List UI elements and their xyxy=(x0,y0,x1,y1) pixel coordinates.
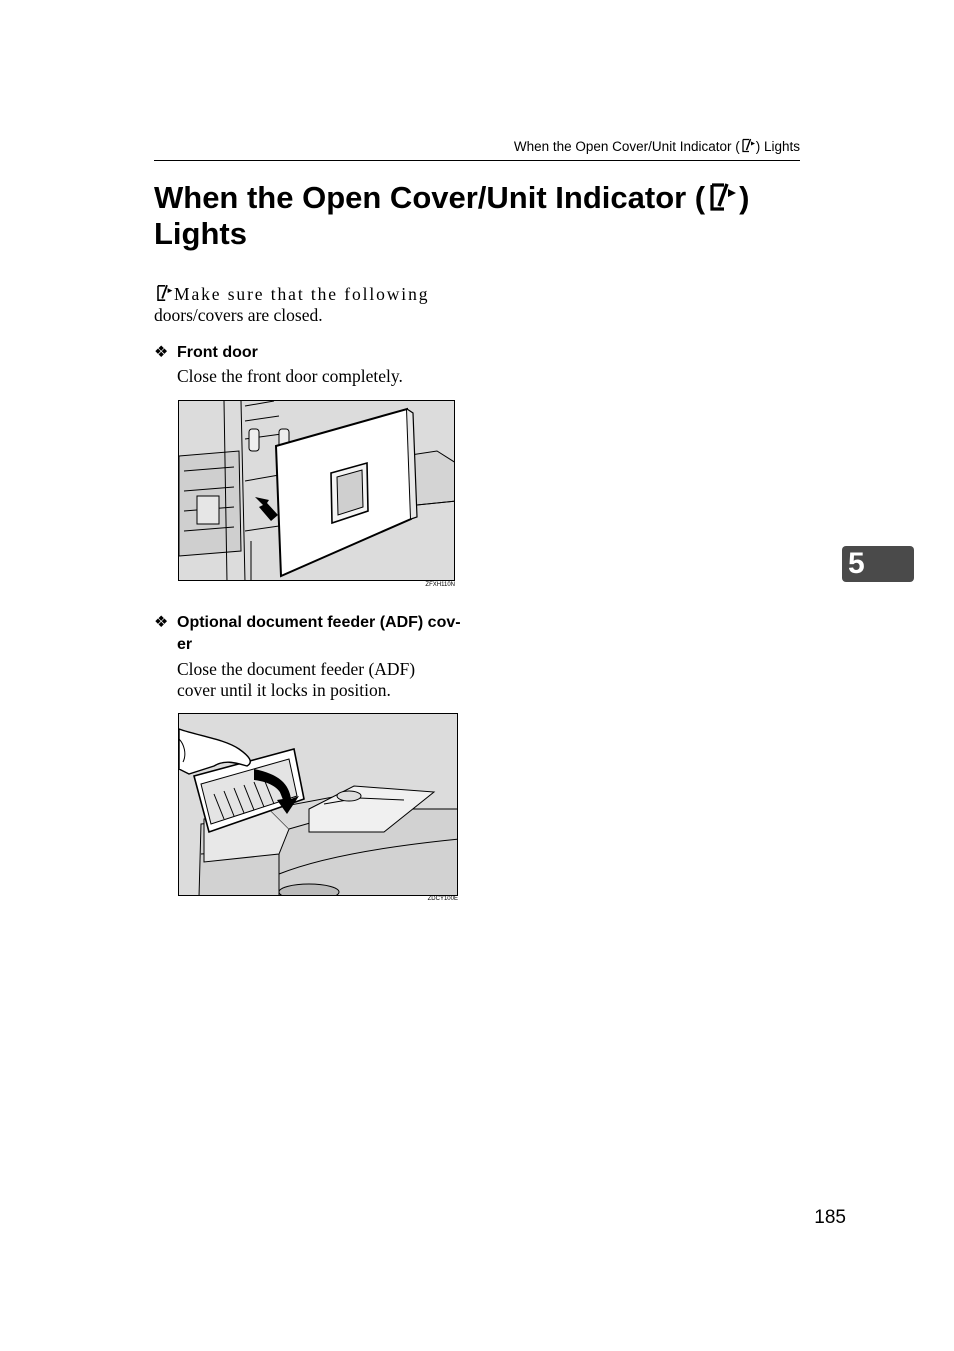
adf-cover-instruction-line2: cover until it locks in position. xyxy=(177,679,391,700)
front-door-heading-text: Front door xyxy=(177,344,258,361)
open-cover-indicator-icon xyxy=(154,284,174,302)
adf-cover-illustration xyxy=(178,713,458,896)
adf-cover-heading xyxy=(154,612,461,656)
diamond-bullet-icon: ❖ xyxy=(154,614,169,631)
page-title-line2: Lights xyxy=(154,216,247,251)
chapter-tab-number: 5 xyxy=(848,547,865,580)
intro-line2: doors/covers are closed. xyxy=(154,305,323,325)
adf-cover-heading-line1: Optional document feeder (ADF) cov- xyxy=(177,614,461,631)
adf-cover-instruction-line1: Close the document feeder (ADF) xyxy=(177,659,416,679)
front-door-figure-code: ZFXH110N xyxy=(425,582,455,588)
diamond-bullet-icon: ❖ xyxy=(154,344,169,361)
intro-line1: Make sure that the following xyxy=(174,284,430,304)
running-header-text-before: When the Open Cover/Unit Indicator ( xyxy=(513,139,740,154)
front-door-illustration xyxy=(178,400,455,581)
adf-cover-drawing xyxy=(179,714,458,896)
intro-paragraph xyxy=(154,284,454,326)
open-cover-indicator-icon xyxy=(740,138,756,153)
page-number: 185 xyxy=(814,1207,846,1228)
page-title-line1-after: ) xyxy=(739,180,750,215)
front-door-instruction: Close the front door completely. xyxy=(177,366,403,386)
adf-cover-heading-line2: er xyxy=(177,636,193,653)
open-cover-indicator-icon xyxy=(705,182,739,212)
running-header-text-after: ) Lights xyxy=(755,139,800,154)
page-title-line1-before: When the Open Cover/Unit Indicator ( xyxy=(154,180,706,215)
chapter-tab xyxy=(842,546,914,582)
front-door-heading xyxy=(154,342,258,364)
page-title xyxy=(154,180,834,252)
adf-cover-instruction xyxy=(177,659,462,700)
front-door-drawing xyxy=(179,401,455,581)
adf-cover-figure-code: ZDCY100E xyxy=(427,896,458,902)
running-header xyxy=(154,138,800,161)
